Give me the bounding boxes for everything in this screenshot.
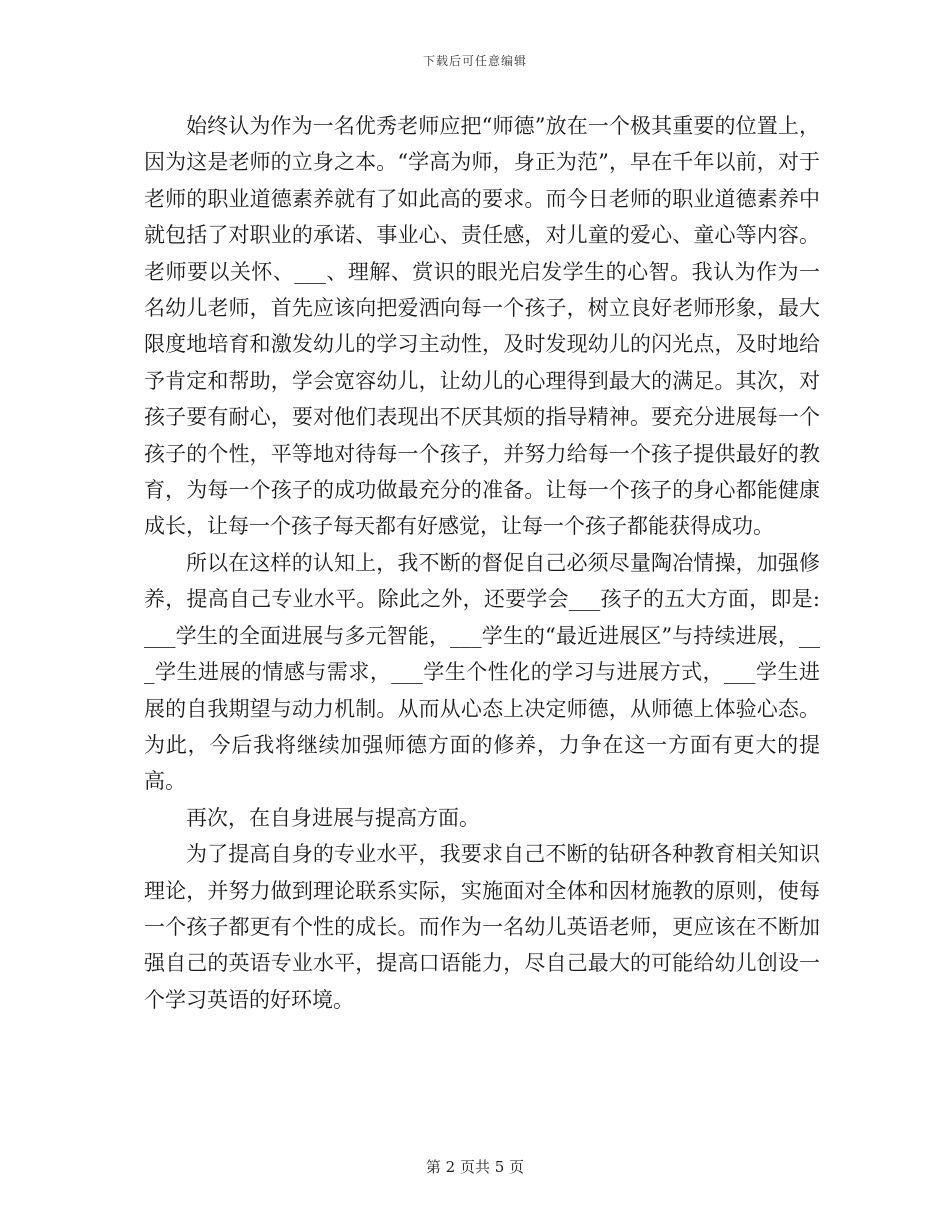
paragraph-4: 为了提高自身的专业水平，我要求自己不断的钻研各种教育相关知识理论，并努力做到理论联系实际，实施面对全体和因材施教的原则，使每一个孩子都更有个性的成长。而作为一名幼儿英语老师，更应该在不断加强自己的英语专业水平，提高口语能力，尽自己最大的可能给幼儿创设一个学习英语的好环境。 [144, 842, 820, 1012]
page-header: 下载后可任意编辑 [422, 54, 527, 68]
page-number: 第 2 页共 5 页 [425, 1158, 525, 1176]
paragraph-1: 始终认为作为一名优秀老师应把“师德”放在一个极其重要的位置上，因为这是老师的立身之本。“学高为师，身正为范”，早在千年以前，对于老师的职业道德素养就有了如此高的要求。而今日老师的职业道德素养中就包括了对职业的承诺、事业心、责任感，对儿童的爱心、童心等内容。老师要以关怀、___、理解、赏识的眼光启发学生的心智。我认为作为一名幼儿老师，首先应该向把爱洒向每一个孩子，树立良好老师形象，最大限度地培育和激发幼儿的学习主动性，及时发现幼儿的闪光点，及时地给予肯定和帮助，学会宽容幼儿，让幼儿的心理得到最大的满足。其次，对孩子要有耐心，要对他们表现出不厌其烦的指导精神。要充分进展每一个孩子的个性，平等地对待每一个孩子，并努力给每一个孩子提供最好的教育，为每一个孩子的成功做最充分的准备。让每一个孩子的身心都能健康成长，让每一个孩子每天都有好感觉，让每一个孩子都能获得成功。 [144, 114, 820, 539]
document-body [144, 108, 820, 1018]
paragraph-3: 再次，在自身进展与提高方面。 [186, 805, 480, 830]
paragraph-2: 所以在这样的认知上，我不断的督促自己必须尽量陶冶情操，加强修养，提高自己专业水平。除此之外，还要学会___孩子的五大方面，即是:___学生的全面进展与多元智能，___学生的“最近进展区”与持续进展，___学生进展的情感与需求，___学生个性化的学习与进展方式，___学生进展的自我期望与动力机制。从而从心态上决定师德，从师德上体验心态。为此，今后我将继续加强师德方面的修养，力争在这一方面有更大的提高。 [144, 550, 820, 794]
